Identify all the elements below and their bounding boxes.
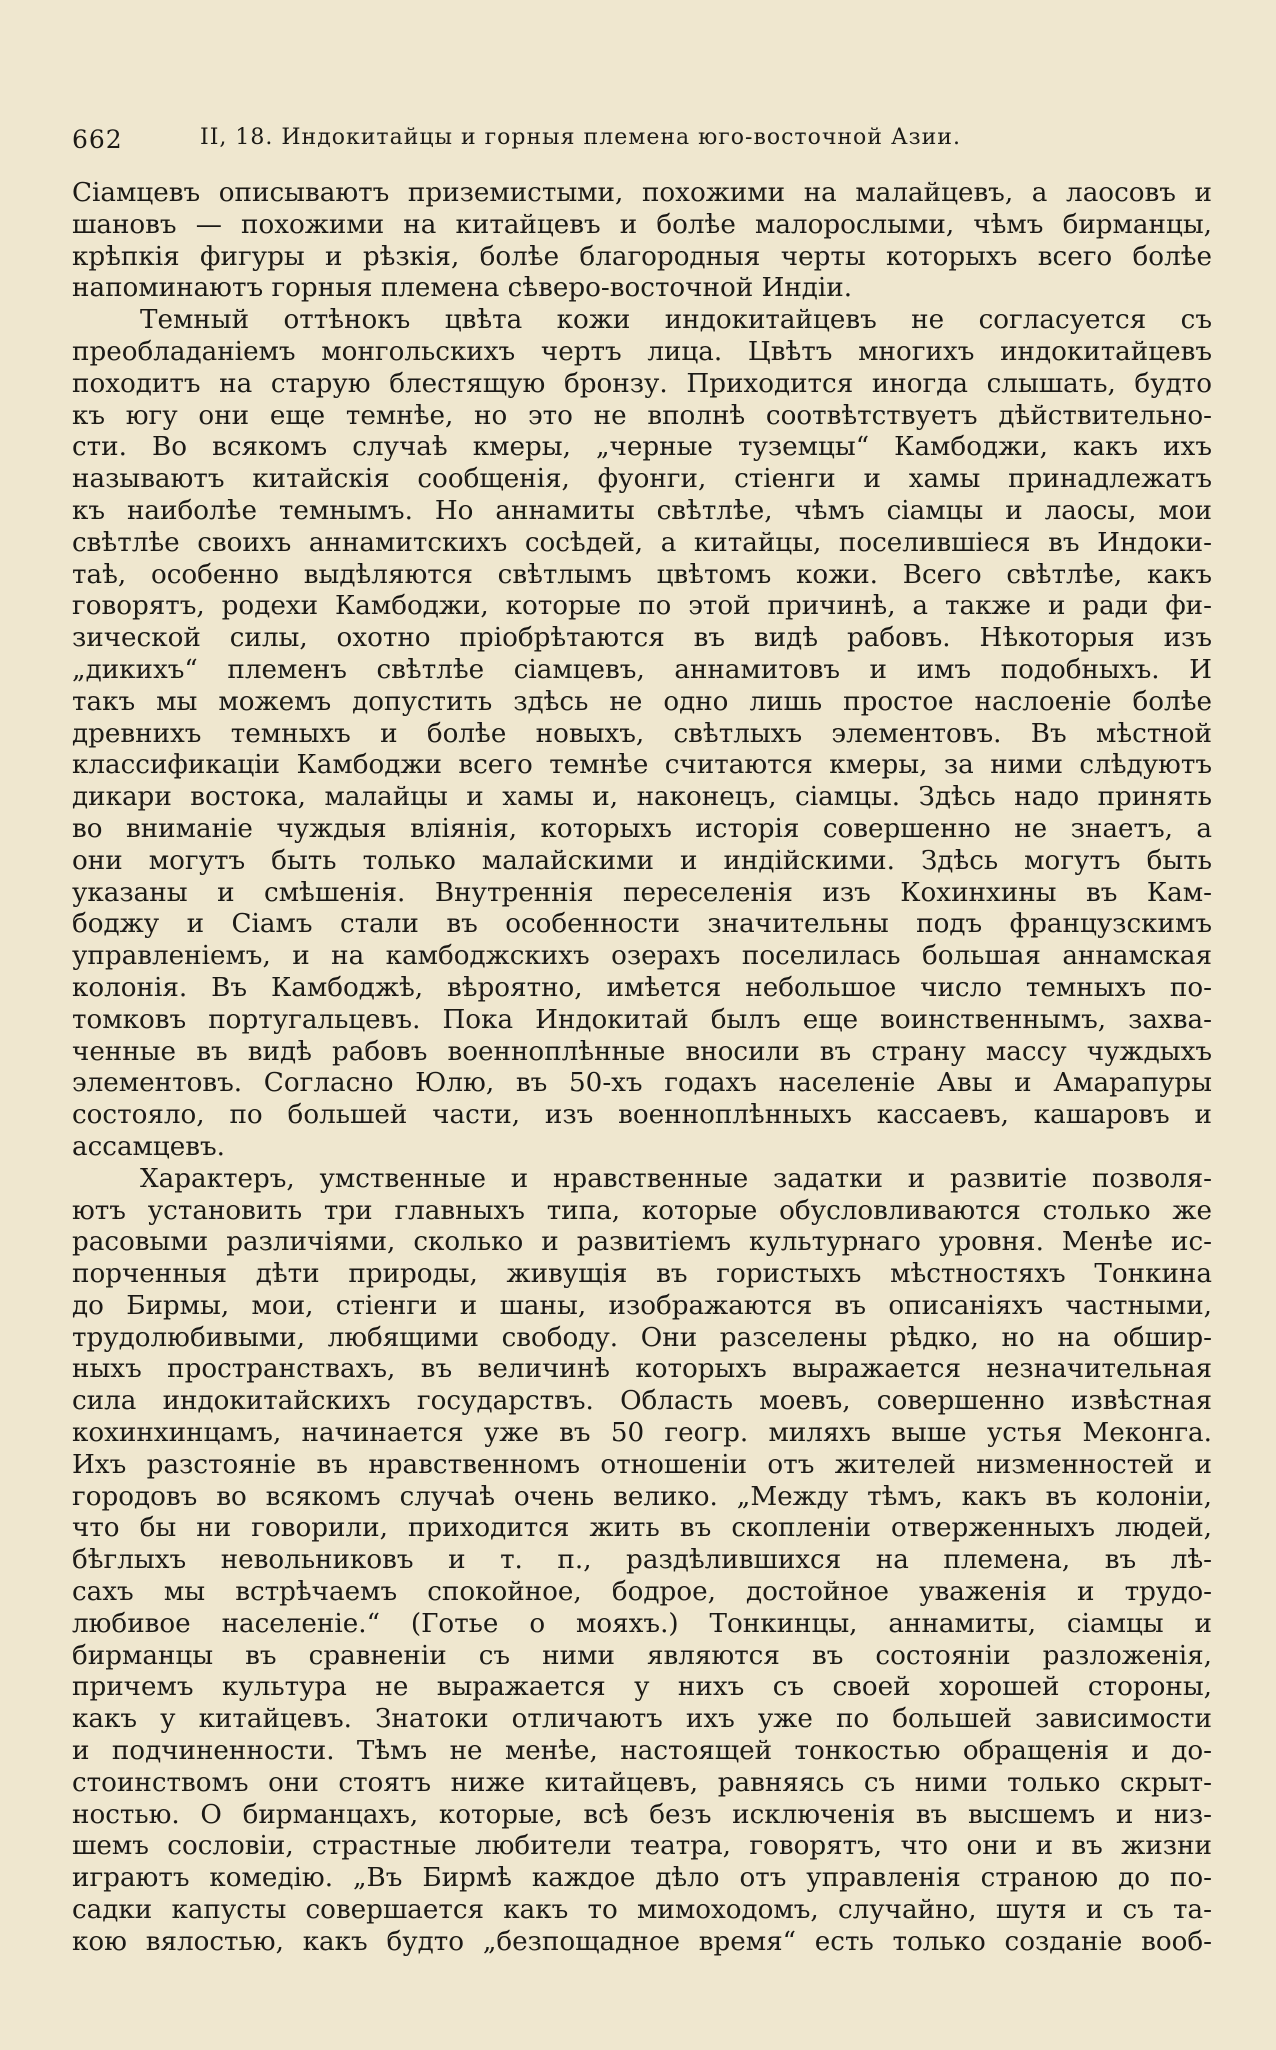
text-line: они могутъ быть только малайскими и индійскими. Здѣсь могутъ быть	[72, 845, 1212, 876]
text-line: къ югу они еще темнѣе, но это не вполнѣ соотвѣтствуетъ дѣйствительно-	[72, 400, 1212, 431]
text-line: трудолюбивыми, любящими свободу. Они разселены рѣдко, но на обшир-	[72, 1322, 1212, 1353]
text-line: называютъ китайскія сообщенія, фуонги, стіенги и хамы принадлежатъ	[72, 464, 1212, 495]
text-line: сила индокитайскихъ государствъ. Область моевъ, совершенно извѣстная	[72, 1386, 1212, 1417]
text-line: Темный оттѣнокъ цвѣта кожи индокитайцевъ не согласуется съ	[140, 305, 1212, 336]
text-line: кою вялостью, какъ будто „безпощадное время“ есть только созданіе вооб-	[72, 1926, 1212, 1957]
text-line: преобладаніемъ монгольскихъ чертъ лица. Цвѣтъ многихъ индокитайцевъ	[72, 336, 1212, 367]
text-line: дикари востока, малайцы и хамы и, наконецъ, сіамцы. Здѣсь надо принять	[72, 782, 1212, 813]
text-line: ассамцевъ.	[72, 1131, 225, 1162]
text-line: классификаціи Камбоджи всего темнѣе считаются кмеры, за ними слѣдуютъ	[72, 750, 1212, 781]
text-line: свѣтлѣе своихъ аннамитскихъ сосѣдей, а китайцы, поселившіеся въ Индоки-	[72, 527, 1212, 558]
text-line: во вниманіе чуждыя вліянія, которыхъ исторія совершенно не знаетъ, а	[72, 813, 1212, 844]
text-line: ченные въ видѣ рабовъ военноплѣнные вносили въ страну массу чуждыхъ	[72, 1036, 1212, 1067]
text-line: и подчиненности. Тѣмъ не менѣе, настоящей тонкостью обращенія и до-	[72, 1736, 1212, 1767]
text-line: играютъ комедію. „Въ Бирмѣ каждое дѣло отъ управленія страною до по-	[72, 1863, 1212, 1894]
text-line: порченныя дѣти природы, живущія въ гористыхъ мѣстностяхъ Тонкина	[72, 1259, 1212, 1290]
page-number: 662	[72, 125, 123, 154]
text-line: шановъ — похожими на китайцевъ и болѣе малорослыми, чѣмъ бирманцы,	[72, 209, 1212, 240]
text-line: боджу и Сіамъ стали въ особенности значительны подъ французскимъ	[72, 909, 1212, 940]
text-line: шемъ сословіи, страстные любители театра, говорятъ, что они и въ жизни	[72, 1831, 1212, 1862]
text-line: Сіамцевъ описываютъ приземистыми, похожими на малайцевъ, а лаосовъ и	[72, 178, 1212, 208]
running-head-title: II, 18. Индокитайцы и горныя племена юго-восточной Азии.	[200, 125, 961, 150]
text-line: къ наиболѣе темнымъ. Но аннамиты свѣтлѣе, чѣмъ сіамцы и лаосы, мои	[72, 495, 1212, 526]
text-line: томковъ португальцевъ. Пока Индокитай былъ еще воинственнымъ, захва-	[72, 1004, 1212, 1035]
text-line: сахъ мы встрѣчаемъ спокойное, бодрое, достойное уваженія и трудо-	[72, 1577, 1212, 1608]
text-line: ютъ установить три главныхъ типа, которые обусловливаются столько же	[72, 1195, 1212, 1226]
text-line: колонія. Въ Камбоджѣ, вѣроятно, имѣется небольшое число темныхъ по-	[72, 972, 1212, 1003]
text-line: стоинствомъ они стоятъ ниже китайцевъ, равняясь съ ними только скрыт-	[72, 1767, 1212, 1798]
text-line: любивое населеніе.“ (Готье о мояхъ.) Тонкинцы, аннамиты, сіамцы и	[72, 1608, 1212, 1639]
text-line: такъ мы можемъ допустить здѣсь не одно лишь простое наслоеніе болѣе	[72, 686, 1212, 717]
text-line: до Бирмы, мои, стіенги и шаны, изображаются въ описаніяхъ частными,	[72, 1290, 1212, 1321]
text-line: бѣглыхъ невольниковъ и т. п., раздѣлившихся на племена, въ лѣ-	[72, 1545, 1212, 1576]
paragraph	[72, 1164, 1212, 1959]
text-line: Ихъ разстояніе въ нравственномъ отношеніи отъ жителей низменностей и	[72, 1449, 1212, 1480]
paragraph	[72, 178, 1212, 305]
paragraph	[72, 305, 1212, 1164]
text-line: древнихъ темныхъ и болѣе новыхъ, свѣтлыхъ элементовъ. Въ мѣстной	[72, 718, 1212, 749]
text-line: зической силы, охотно пріобрѣтаются въ видѣ рабовъ. Нѣкоторыя изъ	[72, 623, 1212, 654]
text-line: расовыми различіями, сколько и развитіемъ культурнаго уровня. Менѣе ис-	[72, 1227, 1212, 1258]
text-line: напоминаютъ горныя племена сѣверо-восточной Индіи.	[72, 273, 853, 304]
text-line: элементовъ. Согласно Юлю, въ 50-хъ годахъ населеніе Авы и Амарапуры	[72, 1068, 1212, 1099]
body-text	[72, 178, 1212, 1959]
text-line: причемъ культура не выражается у нихъ съ своей хорошей стороны,	[72, 1672, 1212, 1703]
text-line: кохинхинцамъ, начинается уже въ 50 геогр. миляхъ выше устья Меконга.	[72, 1418, 1212, 1449]
text-line: Характеръ, умственные и нравственные задатки и развитіе позволя-	[140, 1163, 1212, 1194]
text-line: ностью. О бирманцахъ, которые, всѣ безъ исключенія въ высшемъ и низ-	[72, 1799, 1212, 1830]
text-line: говорятъ, родехи Камбоджи, которые по этой причинѣ, а также и ради фи-	[72, 591, 1212, 622]
text-line: садки капусты совершается какъ то мимоходомъ, случайно, шутя и съ та-	[72, 1895, 1212, 1926]
text-line: городовъ во всякомъ случаѣ очень велико. „Между тѣмъ, какъ въ колоніи,	[72, 1481, 1212, 1512]
text-line: бирманцы въ сравненіи съ ними являются въ состояніи разложенія,	[72, 1640, 1212, 1671]
text-line: крѣпкія фигуры и рѣзкія, болѣе благородныя черты которыхъ всего болѣе	[72, 241, 1212, 272]
text-line: управленіемъ, и на камбоджскихъ озерахъ поселилась большая аннамская	[72, 941, 1212, 972]
text-line: что бы ни говорили, приходится жить въ скопленіи отверженныхъ людей,	[72, 1513, 1212, 1544]
text-line: состояло, по большей части, изъ военноплѣнныхъ кассаевъ, кашаровъ и	[72, 1100, 1212, 1131]
text-line: ныхъ пространствахъ, въ величинѣ которыхъ выражается незначительная	[72, 1354, 1212, 1385]
text-line: походитъ на старую блестящую бронзу. Приходится иногда слышать, будто	[72, 368, 1212, 399]
text-line: таѣ, особенно выдѣляются свѣтлымъ цвѣтомъ кожи. Всего свѣтлѣе, какъ	[72, 559, 1212, 590]
text-line: „дикихъ“ племенъ свѣтлѣе сіамцевъ, аннамитовъ и имъ подобныхъ. И	[72, 654, 1212, 685]
text-line: указаны и смѣшенія. Внутреннія переселенія изъ Кохинхины въ Кам-	[72, 877, 1212, 908]
text-line: какъ у китайцевъ. Знатоки отличаютъ ихъ уже по большей зависимости	[72, 1704, 1212, 1735]
text-line: сти. Во всякомъ случаѣ кмеры, „черные туземцы“ Камбоджи, какъ ихъ	[72, 432, 1212, 463]
